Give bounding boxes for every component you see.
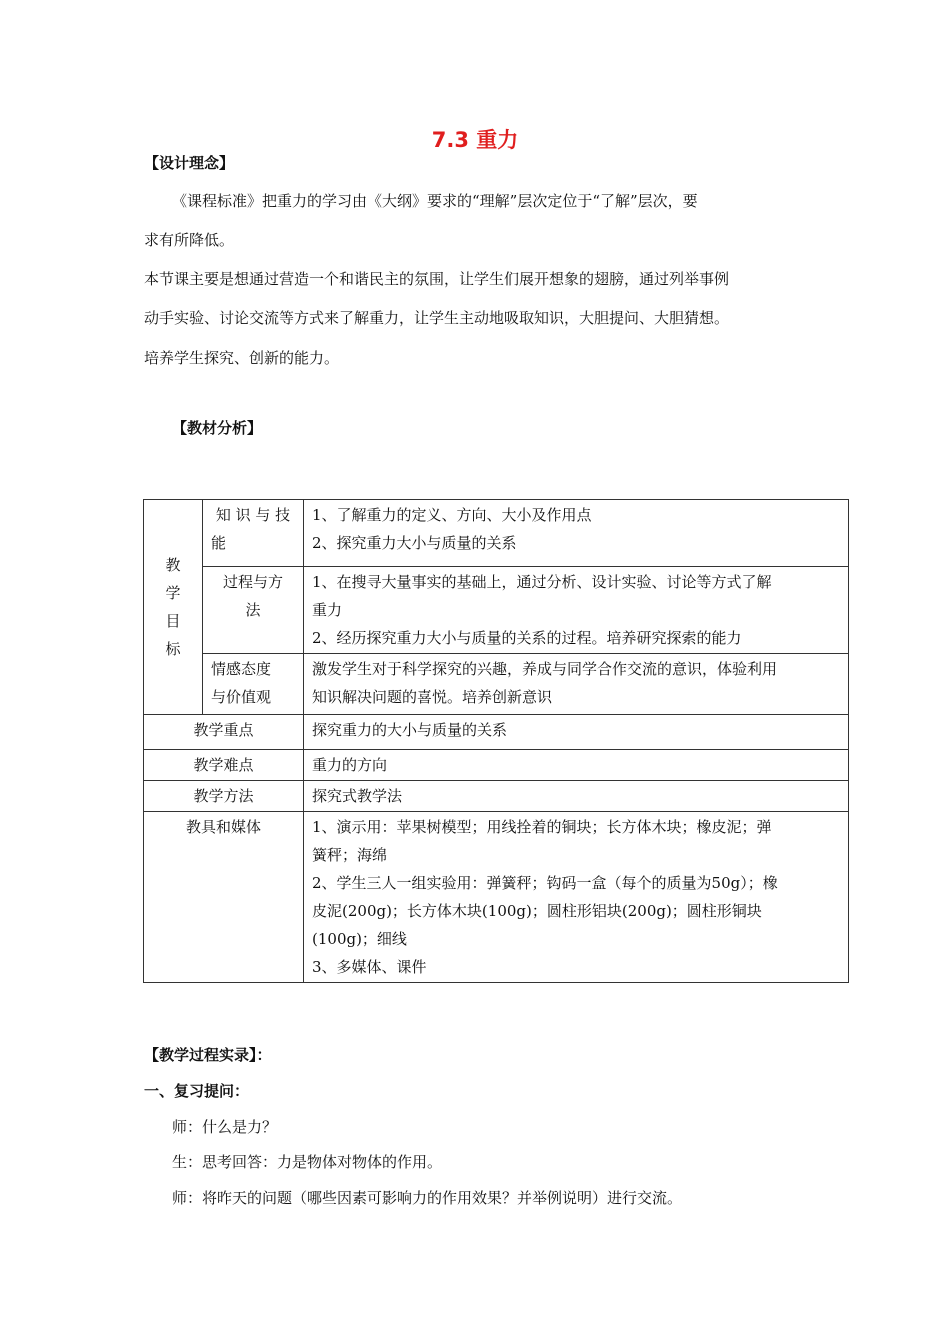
method-label: 教学方法 <box>144 781 304 812</box>
design-line: 培养学生探究、创新的能力。 <box>144 349 340 367</box>
design-heading: 【设计理念】 <box>144 154 235 172</box>
section-review-heading: 一、复习提问： <box>144 1082 250 1100</box>
media-label: 教具和媒体 <box>144 812 304 983</box>
table-row <box>144 500 849 567</box>
method-content: 探究式教学法 <box>304 781 849 812</box>
table-row <box>144 781 849 812</box>
process-heading: 【教学过程实录】： <box>144 1046 272 1064</box>
key-point-label: 教学重点 <box>144 715 304 750</box>
goal-name-attitude: 情感态度 与价值观 <box>203 654 304 715</box>
teaching-goal-label: 教 学 目 标 <box>144 500 203 715</box>
goal-content-attitude: 激发学生对于科学探究的兴趣，养成与同学合作交流的意识，体验利用 知识解决问题的喜悦。培养创新意识 <box>304 654 849 715</box>
design-line: 求有所降低。 <box>144 231 235 249</box>
page-title: 7.3 重力 <box>431 128 519 152</box>
table-row <box>144 715 849 750</box>
design-line: 《课程标准》把重力的学习由《大纲》要求的“理解”层次定位于“了解”层次，要 <box>172 192 698 210</box>
teaching-plan-table <box>143 499 849 983</box>
table-row <box>144 812 849 983</box>
design-line: 动手实验、讨论交流等方式来了解重力，让学生主动地吸取知识，大胆提问、大胆猜想。 <box>144 309 730 327</box>
table-row <box>144 750 849 781</box>
dialog-line: 师：什么是力？ <box>172 1118 278 1136</box>
media-content: 1、演示用：苹果树模型；用线拴着的铜块；长方体木块；橡皮泥；弹 簧秤；海绵 2、学生三人一组实验用：弹簧秤；钩码一盒（每个的质量为50g）；橡 皮泥(200g)；长方体木块(100g)；圆柱形铝块(200g)；圆柱形铜块 (100g)；细线 3、多媒体、课件 <box>304 812 849 983</box>
key-point-content: 探究重力的大小与质量的关系 <box>304 715 849 750</box>
difficulty-content: 重力的方向 <box>304 750 849 781</box>
dialog-line: 师：将昨天的问题（哪些因素可影响力的作用效果？并举例说明）进行交流。 <box>172 1189 683 1207</box>
dialog-line: 生：思考回答：力是物体对物体的作用。 <box>172 1153 443 1171</box>
design-line: 本节课主要是想通过营造一个和谐民主的氛围，让学生们展开想象的翅膀，通过列举事例 <box>144 270 730 288</box>
analysis-heading: 【教材分析】 <box>172 419 263 437</box>
table-row <box>144 654 849 715</box>
goal-name-process: 过程与方 法 <box>203 567 304 654</box>
goal-name-knowledge: 知 识 与 技 能 <box>203 500 304 567</box>
table-row <box>144 567 849 654</box>
difficulty-label: 教学难点 <box>144 750 304 781</box>
goal-content-process: 1、在搜寻大量事实的基础上，通过分析、设计实验、讨论等方式了解 重力 2、经历探究重力大小与质量的关系的过程。培养研究探索的能力 <box>304 567 849 654</box>
goal-content-knowledge: 1、了解重力的定义、方向、大小及作用点 2、探究重力大小与质量的关系 <box>304 500 849 567</box>
